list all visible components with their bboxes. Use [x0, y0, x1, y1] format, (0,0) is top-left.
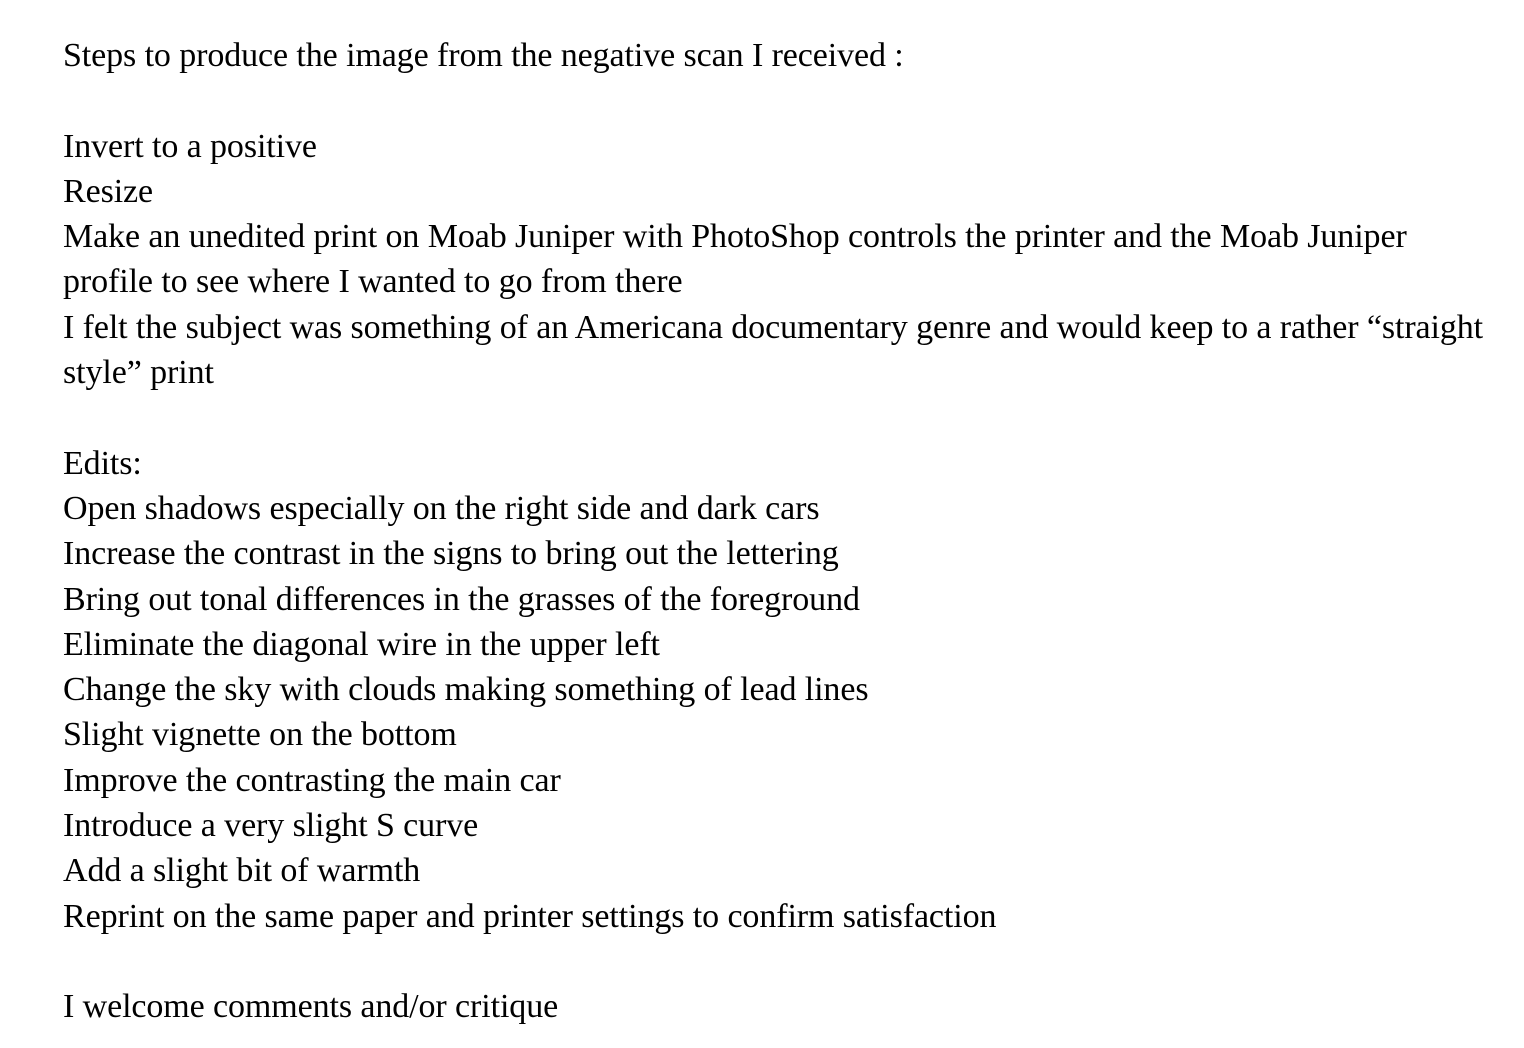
edit-item: Change the sky with clouds making something of lead lines	[63, 671, 869, 709]
step-straight-style: I felt the subject was something of an Americana documentary genre and would keep to a rather “straight style” print	[63, 308, 1484, 392]
closing-line: I welcome comments and/or critique	[63, 988, 559, 1026]
edits-heading: Edits:	[63, 444, 142, 482]
blank-line	[63, 395, 1503, 440]
step-resize: Resize	[63, 172, 154, 210]
step-unedited-print: Make an unedited print on Moab Juniper with PhotoShop controls the printer and the Moab Juniper profile to see where I wanted to go from there	[63, 218, 1407, 301]
blank-line	[63, 78, 1503, 123]
document-body	[63, 33, 1503, 1030]
step-invert: Invert to a positive	[63, 127, 317, 165]
edit-item: Reprint on the same paper and printer settings to confirm satisfaction	[63, 897, 997, 935]
edit-item: Increase the contrast in the signs to bring out the lettering	[63, 535, 839, 573]
edit-item: Eliminate the diagonal wire in the upper left	[63, 625, 660, 663]
edit-item: Open shadows especially on the right side and dark cars	[63, 489, 820, 527]
edit-item: Introduce a very slight S curve	[63, 807, 479, 845]
blank-line	[63, 939, 1503, 984]
edit-item: Improve the contrasting the main car	[63, 761, 561, 799]
intro-line: Steps to produce the image from the negative scan I received :	[63, 37, 904, 74]
edit-item: Add a slight bit of warmth	[63, 852, 421, 890]
edit-item: Bring out tonal differences in the grasses of the foreground	[63, 580, 860, 618]
edit-item: Slight vignette on the bottom	[63, 716, 457, 754]
